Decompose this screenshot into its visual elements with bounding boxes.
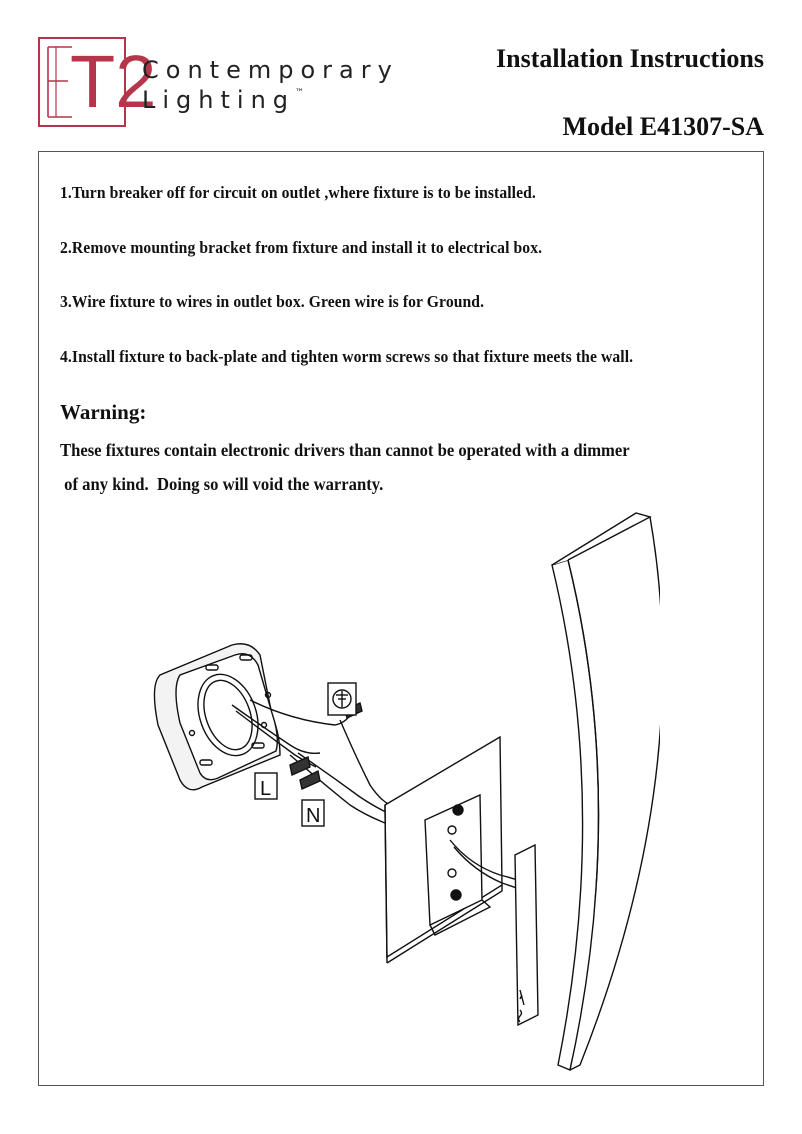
brand-name-line2 xyxy=(142,86,304,114)
trademark: ™ xyxy=(295,88,305,98)
warning-heading: Warning: xyxy=(60,400,147,424)
logo-t2-mark: T2 xyxy=(70,40,157,123)
brand-lighting: Lighting xyxy=(142,86,296,114)
step-1: 1.Turn breaker off for circuit on outlet ,where fixture is to be installed. xyxy=(60,183,536,202)
warning-text-line2: of any kind. Doing so will void the warranty. xyxy=(60,474,384,494)
model-number: Model E41307-SA xyxy=(562,112,764,141)
warning-text-line1: These fixtures contain electronic drivers than cannot be operated with a dimmer xyxy=(60,440,630,460)
page-title: Installation Instructions xyxy=(496,44,764,73)
crossbar-bracket xyxy=(425,795,490,935)
fixture-shade xyxy=(552,513,660,1070)
step-4: 4.Install fixture to back-plate and tighten worm screws so that fixture meets the wall. xyxy=(60,347,634,366)
ground-symbol-icon xyxy=(328,683,356,715)
installation-diagram xyxy=(140,505,660,1075)
step-2: 2.Remove mounting bracket from fixture and install it to electrical box. xyxy=(60,238,543,257)
step-3: 3.Wire fixture to wires in outlet box. Green wire is for Ground. xyxy=(60,292,485,311)
brand-logo xyxy=(38,37,157,127)
brand-name-line1: Contemporary xyxy=(142,56,399,84)
neutral-label: N xyxy=(306,805,321,827)
live-label: L xyxy=(260,778,272,800)
electrical-box xyxy=(154,644,280,790)
fixture-backplate xyxy=(515,845,538,1025)
